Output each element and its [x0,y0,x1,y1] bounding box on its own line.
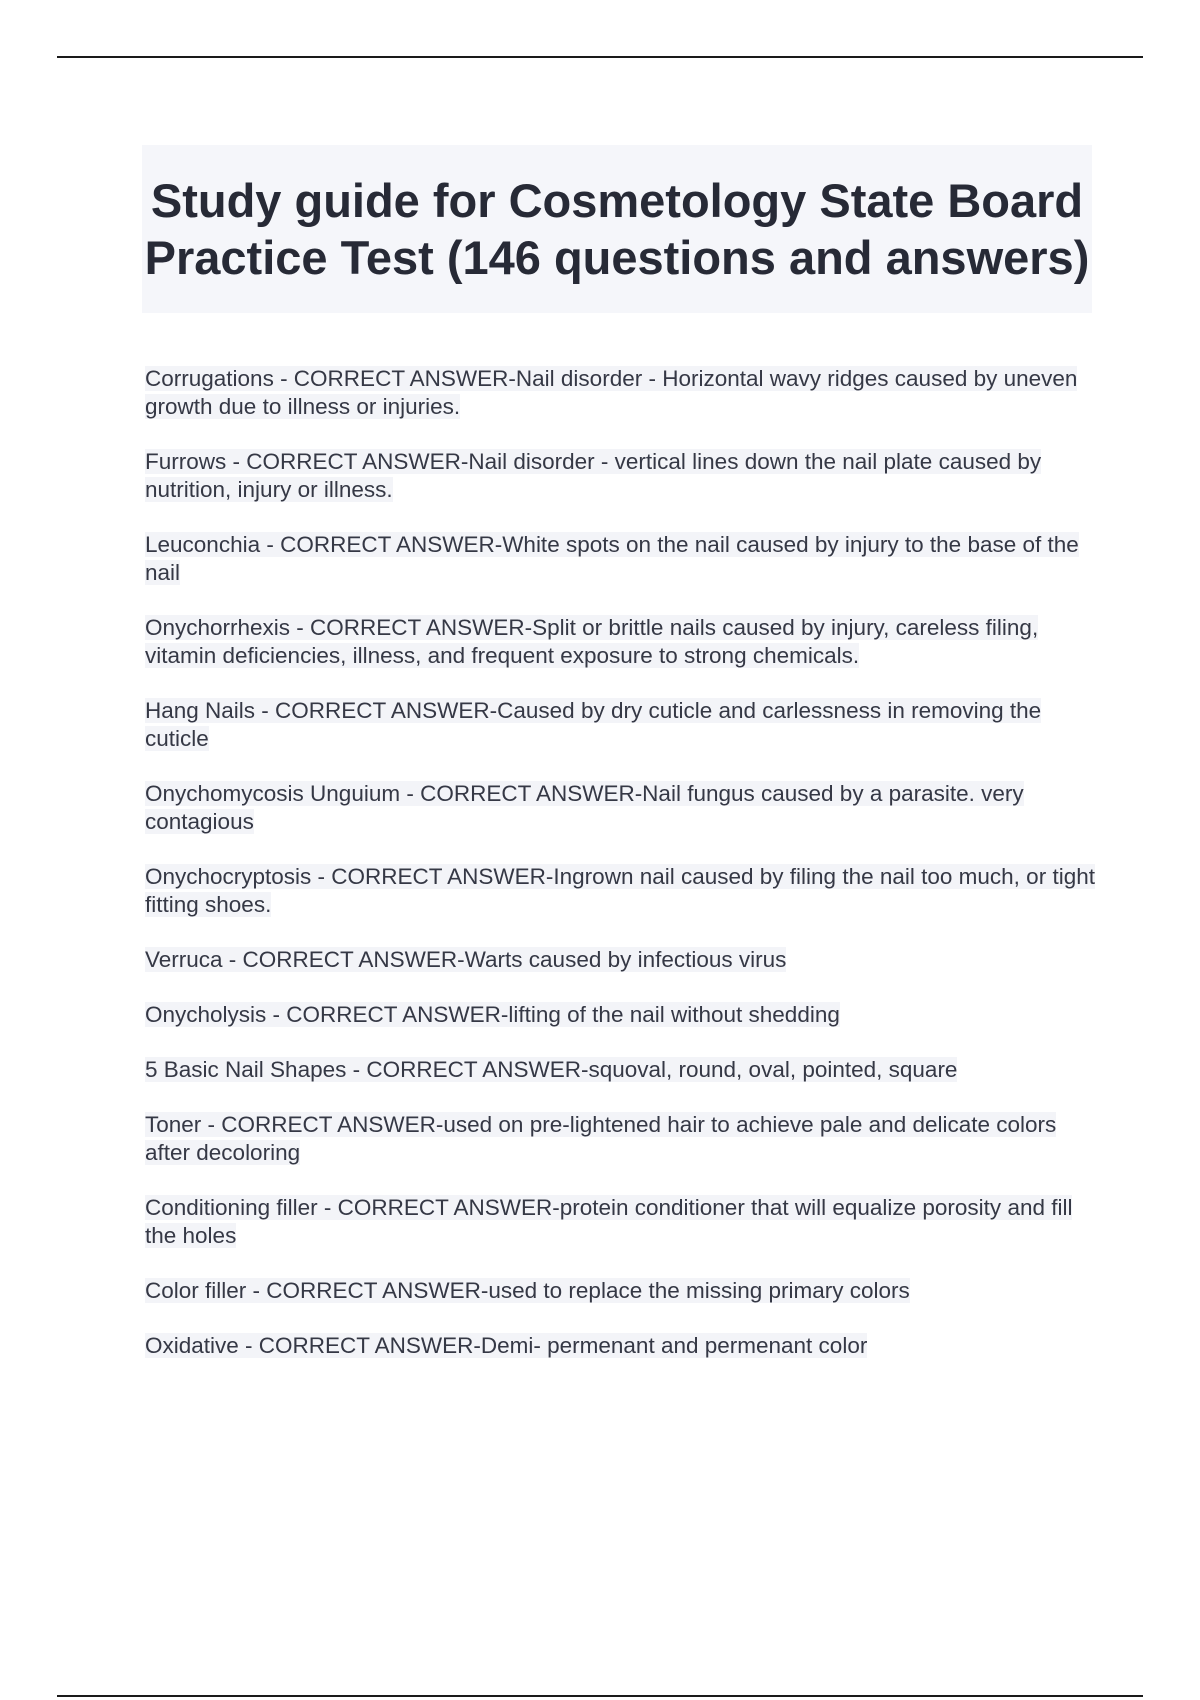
qa-item [145,365,1095,421]
qa-list [145,365,1095,1387]
qa-item [145,1001,1095,1029]
qa-item-text: Conditioning filler - CORRECT ANSWER-protein conditioner that will equalize porosity and fill the holes [145,1195,1073,1248]
qa-item [145,863,1095,919]
qa-item-text: Furrows - CORRECT ANSWER-Nail disorder - vertical lines down the nail plate caused by nutrition, injury or illness. [145,449,1042,502]
qa-item-text: Onychocryptosis - CORRECT ANSWER-Ingrown nail caused by filing the nail too much, or tight fitting shoes. [145,864,1095,917]
qa-item [145,1111,1095,1167]
qa-item-text: Verruca - CORRECT ANSWER-Warts caused by infectious virus [145,947,787,972]
qa-item [145,531,1095,587]
qa-item-text: Onychorrhexis - CORRECT ANSWER-Split or brittle nails caused by injury, careless filing, vitamin deficiencies, illness, and frequent exposure to strong chemicals. [145,615,1039,668]
top-rule [57,56,1143,58]
qa-item-text: Corrugations - CORRECT ANSWER-Nail disorder - Horizontal wavy ridges caused by uneven growth due to illness or injuries. [145,366,1078,419]
qa-item-text: 5 Basic Nail Shapes - CORRECT ANSWER-squoval, round, oval, pointed, square [145,1057,958,1082]
qa-item-text: Hang Nails - CORRECT ANSWER-Caused by dry cuticle and carlessness in removing the cuticle [145,698,1042,751]
qa-item-text: Leuconchia - CORRECT ANSWER-White spots on the nail caused by injury to the base of the nail [145,532,1079,585]
qa-item [145,697,1095,753]
qa-item-text: Color filler - CORRECT ANSWER-used to replace the missing primary colors [145,1278,910,1303]
qa-item [145,1056,1095,1084]
qa-item-text: Toner - CORRECT ANSWER-used on pre-lightened hair to achieve pale and delicate colors after decoloring [145,1112,1057,1165]
qa-item [145,448,1095,504]
qa-item-text: Onycholysis - CORRECT ANSWER-lifting of the nail without shedding [145,1002,840,1027]
qa-item-text: Onychomycosis Unguium - CORRECT ANSWER-Nail fungus caused by a parasite. very contagious [145,781,1024,834]
qa-item-text: Oxidative - CORRECT ANSWER-Demi- permenant and permenant color [145,1333,868,1358]
title-box [142,145,1092,313]
document-title: Study guide for Cosmetology State Board Practice Test (146 questions and answers) [144,174,1090,284]
qa-item [145,1194,1095,1250]
qa-item [145,1332,1095,1360]
qa-item [145,946,1095,974]
qa-item [145,1277,1095,1305]
qa-item [145,614,1095,670]
qa-item [145,780,1095,836]
bottom-rule [57,1695,1143,1697]
